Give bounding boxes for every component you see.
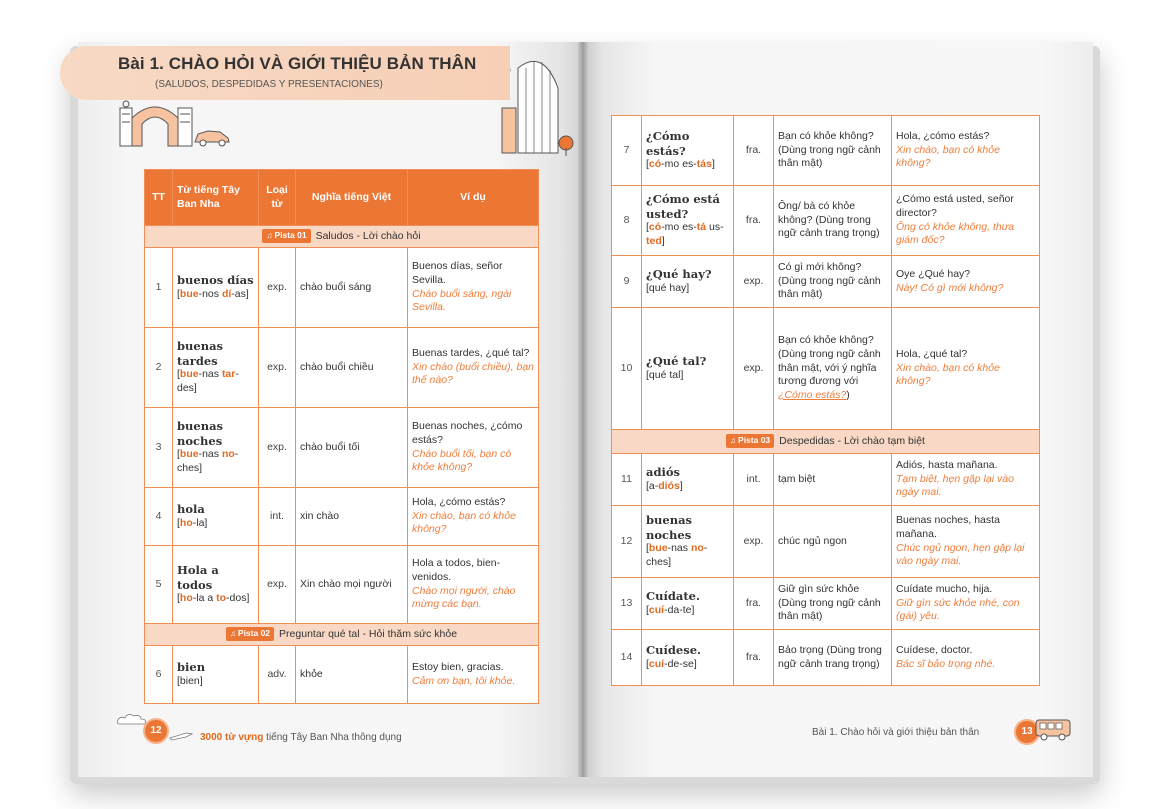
spanish-word-cell — [642, 454, 734, 506]
syllable: -ches] — [177, 448, 239, 474]
syllable: [ — [177, 516, 180, 529]
pista-badge[interactable]: ♫ Pista 01 — [262, 229, 310, 242]
syllable: -la] — [192, 516, 208, 529]
example-cell — [892, 186, 1040, 256]
section-row-pista-01 — [145, 226, 539, 248]
stressed-syllable: ho — [179, 592, 193, 605]
page-number-left: 12 — [143, 718, 169, 744]
table-row — [612, 506, 1040, 578]
pista-badge[interactable]: ♫ Pista 03 — [726, 434, 774, 447]
pronunciation — [177, 592, 254, 606]
syllable: [bien] — [177, 674, 203, 687]
vietnamese-meaning — [296, 546, 408, 624]
example-vietnamese: Xin chào, bạn có khỏe không? — [896, 143, 1000, 170]
meaning-text-end: ) — [846, 388, 850, 401]
pronunciation — [177, 675, 254, 689]
meaning-text: Ông/ bà có khỏe không? (Dùng trong ngữ cảnh trang trọng) — [778, 200, 880, 240]
stressed-syllable: tar — [221, 368, 236, 381]
syllable: -nas — [198, 448, 222, 461]
example-spanish: ¿Cómo está usted, señor director? — [896, 193, 1014, 219]
table-row — [145, 488, 539, 546]
spanish-word: ¿Qué hay? — [646, 267, 712, 282]
header-word: Từ tiếng Tây Ban Nha — [173, 170, 259, 226]
table-header-row — [145, 170, 539, 226]
pronunciation — [646, 604, 729, 618]
table-row — [612, 186, 1040, 256]
headphones-icon: ♫ — [229, 629, 236, 639]
example-cell — [408, 328, 539, 408]
table-row — [145, 408, 539, 488]
example-spanish: Cuídate mucho, hija. — [896, 583, 993, 596]
section-title: Despedidas - Lời chào tạm biệt — [779, 435, 925, 448]
spanish-word-cell — [173, 546, 259, 624]
stressed-syllable: no — [221, 448, 235, 461]
spanish-word-cell — [173, 248, 259, 328]
spanish-word: Hola a todos — [177, 563, 219, 592]
vietnamese-meaning — [774, 116, 892, 186]
meaning-text: Bạn có khỏe không? (Dùng trong ngữ cảnh thân mật, với ý nghĩa tương đương với — [778, 334, 881, 388]
vietnamese-meaning — [296, 248, 408, 328]
table-row — [612, 578, 1040, 630]
pronunciation — [177, 368, 254, 395]
syllable: [ — [177, 592, 180, 605]
row-number: 11 — [612, 454, 642, 506]
syllable: [ — [646, 158, 649, 171]
spanish-word: buenos días — [177, 273, 254, 288]
row-number: 3 — [145, 408, 173, 488]
syllable: [qué hay] — [646, 281, 690, 294]
lesson-subtitle: (SALUDOS, DESPEDIDAS Y PRESENTACIONES) — [155, 79, 383, 90]
row-number: 4 — [145, 488, 173, 546]
example-cell — [408, 546, 539, 624]
spanish-word: Cuídate. — [646, 589, 701, 604]
syllable: [ — [177, 448, 180, 461]
right-vocab-table — [611, 115, 1040, 686]
stressed-syllable: có — [648, 158, 662, 171]
example-vietnamese: Xin chào, bạn có khỏe không? — [412, 509, 516, 536]
syllable: -da-te] — [664, 603, 695, 616]
example-vietnamese: Cảm ơn bạn, tôi khỏe. — [412, 674, 516, 687]
syllable: ] — [711, 158, 715, 171]
meaning-text: Giữ gìn sức khỏe (Dùng trong ngữ cảnh thân mật) — [778, 583, 881, 623]
stressed-syllable: tá — [696, 221, 707, 234]
section-title: Preguntar qué tal - Hỏi thăm sức khỏe — [279, 628, 458, 641]
syllable: [ — [646, 542, 649, 555]
row-number: 12 — [612, 506, 642, 578]
plane-icon — [168, 728, 194, 742]
spanish-word-cell — [173, 408, 259, 488]
syllable: [a- — [646, 479, 659, 492]
pronunciation — [177, 517, 254, 531]
spanish-word: ¿Cómo estás? — [646, 129, 690, 158]
pronunciation — [646, 282, 729, 296]
row-number: 13 — [612, 578, 642, 630]
spanish-word-cell — [173, 488, 259, 546]
section-row-pista-02 — [145, 624, 539, 646]
spanish-word: ¿Cómo está usted? — [646, 192, 720, 221]
example-cell — [408, 248, 539, 328]
section-row-pista-03 — [612, 430, 1040, 454]
example-spanish: Buenos días, señor Sevilla. — [412, 260, 503, 286]
example-cell — [408, 488, 539, 546]
word-type: fra. — [734, 116, 774, 186]
vietnamese-meaning — [774, 256, 892, 308]
meaning-text: chào buổi tối — [300, 440, 360, 453]
word-type: int. — [734, 454, 774, 506]
table-row — [612, 116, 1040, 186]
example-spanish: Hola, ¿cómo estás? — [896, 130, 990, 143]
example-vietnamese: Chúc ngủ ngon, hẹn gặp lại vào ngày mai. — [896, 541, 1025, 568]
car-icon — [192, 126, 232, 148]
table-row — [145, 248, 539, 328]
word-type: adv. — [259, 646, 296, 704]
word-type: fra. — [734, 630, 774, 686]
syllable: us- — [706, 221, 724, 234]
row-number: 7 — [612, 116, 642, 186]
table-row — [612, 454, 1040, 506]
stressed-syllable: bue — [179, 448, 199, 461]
example-cell — [892, 256, 1040, 308]
example-spanish: Buenas noches, hasta mañana. — [896, 514, 1000, 540]
syllable: -de-se] — [664, 657, 697, 670]
pronunciation — [177, 448, 254, 475]
footer-left-text: 3000 từ vựng tiếng Tây Ban Nha thông dụng — [200, 732, 402, 743]
syllable: -des] — [177, 368, 239, 394]
example-spanish: Oye ¿Qué hay? — [896, 267, 971, 280]
spanish-word: buenas noches — [646, 513, 693, 542]
spanish-word: Cuídese. — [646, 643, 702, 658]
meaning-text: Bạn có khỏe không? (Dùng trong ngữ cảnh thân mật) — [778, 130, 881, 170]
headphones-icon: ♫ — [730, 436, 737, 446]
table-row — [145, 328, 539, 408]
pista-badge[interactable]: ♫ Pista 02 — [226, 627, 274, 640]
table-row — [612, 308, 1040, 430]
spanish-word-cell — [642, 578, 734, 630]
syllable: -dos] — [226, 592, 250, 605]
table-row — [145, 546, 539, 624]
lesson-title: Bài 1. CHÀO HỎI VÀ GIỚI THIỆU BẢN THÂN — [118, 54, 477, 73]
header-meaning: Nghĩa tiếng Việt — [296, 170, 408, 226]
vietnamese-meaning — [774, 454, 892, 506]
stressed-syllable: cuí — [648, 603, 665, 616]
syllable: -as] — [231, 287, 249, 300]
stressed-syllable: no — [690, 542, 704, 555]
example-vietnamese: Chào buổi sáng, ngài Sevilla. — [412, 287, 512, 314]
spanish-word-cell — [642, 116, 734, 186]
spanish-word-cell — [173, 328, 259, 408]
pronunciation — [177, 288, 254, 302]
left-vocab-table — [144, 169, 539, 704]
syllable: [ — [646, 657, 649, 670]
page-number-right: 13 — [1014, 719, 1040, 745]
vietnamese-meaning — [296, 328, 408, 408]
stressed-syllable: dí — [221, 287, 232, 300]
spanish-word: buenas tardes — [177, 339, 224, 368]
stressed-syllable: bue — [179, 287, 199, 300]
row-number: 2 — [145, 328, 173, 408]
word-type: int. — [259, 488, 296, 546]
example-vietnamese: Chào buổi tối, bạn có khỏe không? — [412, 447, 512, 474]
syllable: -mo es- — [661, 158, 697, 171]
stressed-syllable: bue — [648, 542, 668, 555]
meaning-text: chúc ngủ ngon — [778, 534, 847, 547]
footer-right-text: Bài 1. Chào hỏi và giới thiệu bản thân — [812, 727, 980, 738]
stressed-syllable: diós — [658, 479, 680, 492]
word-type: fra. — [734, 578, 774, 630]
word-type: exp. — [259, 408, 296, 488]
example-spanish: Hola, ¿cómo estás? — [412, 496, 506, 509]
example-cell — [892, 308, 1040, 430]
header-tt: TT — [145, 170, 173, 226]
vietnamese-meaning — [774, 630, 892, 686]
pronunciation — [646, 658, 729, 672]
headphones-icon: ♫ — [266, 231, 273, 241]
word-type: exp. — [259, 546, 296, 624]
spanish-word-cell — [173, 646, 259, 704]
meaning-text: khỏe — [300, 667, 323, 680]
table-row — [145, 646, 539, 704]
meaning-text: chào buổi sáng — [300, 280, 372, 293]
stressed-syllable: bue — [179, 368, 199, 381]
vietnamese-meaning — [296, 408, 408, 488]
header-example: Ví dụ — [408, 170, 539, 226]
spanish-word-cell — [642, 256, 734, 308]
meaning-text: tạm biệt — [778, 472, 816, 485]
meaning-text: Bảo trọng (Dùng trong ngữ cảnh trang trọng) — [778, 643, 882, 670]
spanish-word: ¿Qué tal? — [646, 354, 707, 369]
table-row — [612, 256, 1040, 308]
syllable: ] — [679, 479, 683, 492]
pronunciation — [646, 480, 729, 494]
vietnamese-meaning — [774, 578, 892, 630]
stressed-syllable: có — [648, 221, 662, 234]
stressed-syllable: tás — [696, 158, 712, 171]
meaning-text: chào buổi chiều — [300, 360, 374, 373]
pronunciation — [646, 221, 729, 248]
example-cell — [408, 408, 539, 488]
example-spanish: Hola a todos, bien-venidos. — [412, 557, 501, 583]
row-number: 5 — [145, 546, 173, 624]
vietnamese-meaning — [774, 186, 892, 256]
example-vietnamese: Xin chào, bạn có khỏe không? — [896, 361, 1000, 388]
syllable: ] — [661, 234, 665, 247]
syllable: -ches] — [646, 542, 708, 568]
vietnamese-meaning — [296, 646, 408, 704]
example-cell — [892, 454, 1040, 506]
syllable: [ — [646, 603, 649, 616]
stressed-syllable: ted — [646, 234, 662, 247]
example-cell — [892, 116, 1040, 186]
spanish-word-cell — [642, 186, 734, 256]
spanish-word: hola — [177, 502, 205, 517]
header-type: Loại từ — [259, 170, 296, 226]
pronunciation — [646, 542, 729, 569]
example-vietnamese: Này! Có gì mới không? — [896, 281, 1004, 294]
example-vietnamese: Giữ gìn sức khỏe nhé, con (gái) yêu. — [896, 596, 1020, 623]
syllable: [ — [177, 287, 180, 300]
example-cell — [408, 646, 539, 704]
vietnamese-meaning — [774, 506, 892, 578]
meaning-text: xin chào — [300, 509, 340, 522]
word-type: exp. — [259, 328, 296, 408]
example-vietnamese: Ông có khỏe không, thưa giám đốc? — [896, 220, 1015, 247]
example-vietnamese: Bác sĩ bảo trọng nhé. — [896, 657, 996, 670]
stressed-syllable: ho — [179, 516, 193, 529]
pronunciation — [646, 158, 729, 172]
syllable: [ — [177, 368, 180, 381]
row-number: 9 — [612, 256, 642, 308]
spanish-word: bien — [177, 660, 206, 675]
example-cell — [892, 506, 1040, 578]
meaning-text: Có gì mới không? (Dùng trong ngữ cảnh thân mật) — [778, 261, 881, 301]
syllable: -la a — [192, 592, 217, 605]
row-number: 6 — [145, 646, 173, 704]
word-type: exp. — [259, 248, 296, 328]
syllable: [ — [646, 221, 649, 234]
row-number: 1 — [145, 248, 173, 328]
cloud-icon — [116, 712, 148, 726]
spanish-word: adiós — [646, 465, 681, 480]
example-vietnamese: Chào mọi người, chào mừng các bạn. — [412, 584, 516, 611]
example-spanish: Buenas noches, ¿cómo estás? — [412, 420, 523, 446]
word-type: exp. — [734, 506, 774, 578]
syllable: [qué tal] — [646, 368, 684, 381]
word-type: fra. — [734, 186, 774, 256]
stressed-syllable: cuí — [648, 657, 665, 670]
example-spanish: Estoy bien, gracias. — [412, 660, 504, 673]
row-number: 14 — [612, 630, 642, 686]
syllable: -nas — [198, 368, 222, 381]
table-row — [612, 630, 1040, 686]
spanish-word-cell — [642, 506, 734, 578]
example-spanish: Buenas tardes, ¿qué tal? — [412, 347, 530, 360]
example-vietnamese: Tạm biệt, hẹn gặp lại vào ngày mai. — [896, 472, 1014, 499]
example-cell — [892, 630, 1040, 686]
spanish-word-cell — [642, 308, 734, 430]
vietnamese-meaning — [774, 308, 892, 430]
word-type: exp. — [734, 256, 774, 308]
vietnamese-meaning — [296, 488, 408, 546]
syllable: -mo es- — [661, 221, 697, 234]
bus-icon — [1034, 716, 1074, 742]
spanish-word: buenas noches — [177, 419, 224, 448]
stressed-syllable: to — [216, 592, 227, 605]
pronunciation — [646, 369, 729, 383]
section-title: Saludos - Lời chào hỏi — [315, 230, 421, 243]
example-spanish: Hola, ¿qué tal? — [896, 348, 968, 361]
example-spanish: Adiós, hasta mañana. — [896, 459, 998, 472]
syllable: -nos — [198, 287, 222, 300]
word-type: exp. — [734, 308, 774, 430]
row-number: 8 — [612, 186, 642, 256]
syllable: -nas — [667, 542, 691, 555]
meaning-text: Xin chào mọi người — [300, 577, 392, 590]
example-spanish: Cuídese, doctor. — [896, 643, 973, 656]
meaning-reference: ¿Cómo estás? — [778, 388, 847, 401]
example-cell — [892, 578, 1040, 630]
spanish-word-cell — [642, 630, 734, 686]
row-number: 10 — [612, 308, 642, 430]
example-vietnamese: Xin chào (buổi chiều), bạn thế nào? — [412, 360, 534, 387]
